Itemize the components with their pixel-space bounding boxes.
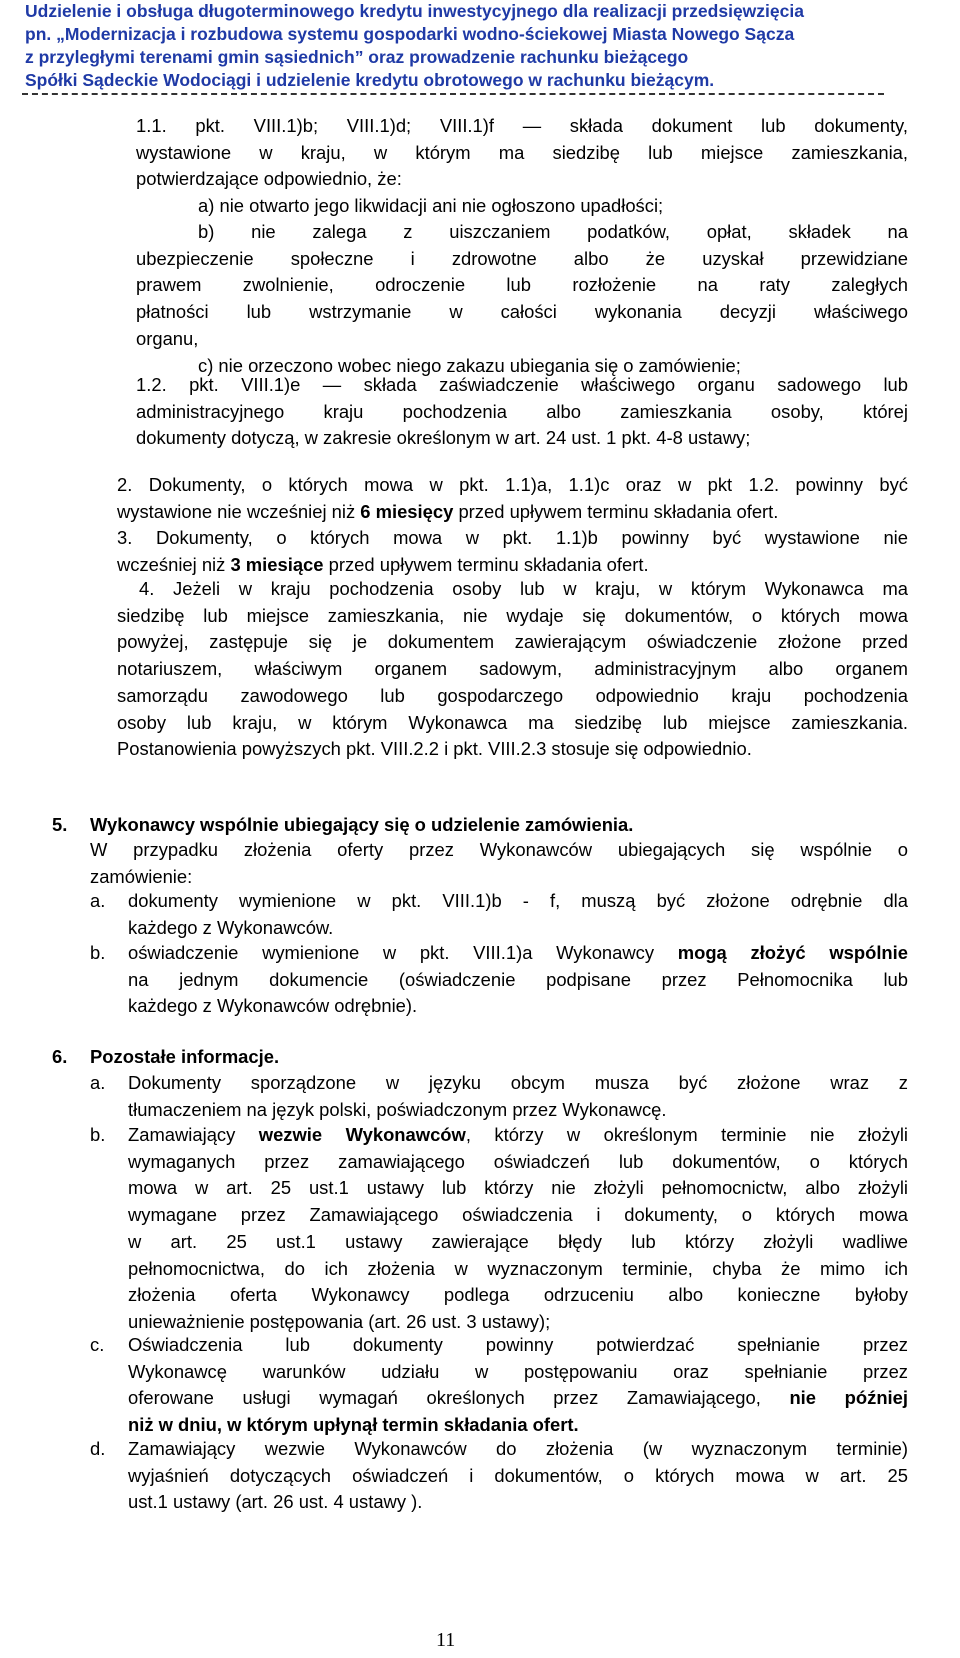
bold-run: 3 miesiące [230,553,324,575]
text-line: b) nie zalega z uiszczaniem podatków, opłat, składek na [198,221,908,242]
text-line: wymaganych przez zamawiającego oświadczeń lub dokumentów, o których [128,1150,908,1172]
header-line: Spółki Sądeckie Wodociągi i udzielenie kredytu obrotowego w rachunku bieżącym. [25,70,715,90]
text-line: osoby lub kraju, w którym Wykonawca ma siedzibę lub miejsce zamieszkania. [117,711,908,733]
text-line: pełnomocnictwa, do ich złożenia w wyznaczonym terminie, chyba że mimo ich [128,1257,908,1279]
section-5-title: Wykonawcy wspólnie ubiegający się o udzielenie zamówienia. [90,814,634,835]
item-label: a. [90,890,106,911]
text-run: przed upływem terminu składania ofert. [453,500,779,522]
text-line: tłumaczeniem na język polski, poświadczonym przez Wykonawcę. [128,1098,667,1120]
paragraph-4 [117,576,908,763]
text-run: , którzy w określonym terminie nie złożyli [465,1124,909,1145]
page-number: 11 [436,1629,456,1651]
text-line: każdego z Wykonawców. [128,916,334,938]
section-6-item-d [90,1436,908,1516]
section-1-2 [136,372,908,452]
text-line: samorządu zawodowego lub gospodarczego odpowiednio kraju pochodzenia [117,684,908,706]
text-line: zamówienie: [90,865,193,887]
item-label: b. [90,942,106,963]
header-divider [22,93,884,95]
section-5-intro [90,837,908,890]
item-label: d. [90,1438,106,1459]
text-line: złożenia oferta Wykonawcy podlega odrzuceniu albo konieczne byłoby [128,1284,908,1306]
section-1-1 [136,113,908,193]
text-line: Postanowienia powyższych pkt. VIII.2.2 i pkt. VIII.2.3 stosuje się odpowiednio. [117,738,752,760]
text-line [117,552,908,579]
text-line: notariuszem, właściwym organem sadowym, administracyjnym albo organem [117,658,908,680]
text-line [128,1122,908,1149]
text-run: Zamawiający [128,1124,259,1145]
text-line: Wykonawcę warunków udziału w postępowaniu oraz spełnianie przez [128,1360,908,1382]
text-line: a) nie otwarto jego likwidacji ani nie ogłoszono upadłości; [198,195,664,216]
text-line: ust.1 ustawy (art. 26 ust. 4 ustawy ). [128,1491,423,1513]
text-line: mowa w art. 25 ust.1 ustawy lub którzy nie złożyli pełnomocnictw, albo złożyli [128,1177,908,1199]
text-line [128,1412,908,1439]
bold-run: niż w dniu, w którym upłynął termin składania ofert. [128,1414,579,1436]
bold-run: 6 miesięcy [360,500,454,522]
section-6-item-a [90,1070,908,1123]
text-line: 1.2. pkt. VIII.1)e — składa zaświadczenie właściwego organu sadowego lub [136,374,908,395]
text-line: ubezpieczenie społeczne i zdrowotne albo że uzyskał przewidziane [136,247,908,269]
section-6-number: 6. [52,1046,68,1067]
text-line: wymagane przez Zamawiającego oświadczenia i dokumenty, o których mowa [128,1204,908,1226]
text-run: wystawione nie wcześniej niż [117,500,361,522]
header-line: pn. „Modernizacja i rozbudowa systemu gospodarki wodno-ściekowej Miasta Nowego Sącza [25,24,795,44]
bold-run: nie później [789,1387,908,1409]
text-line: prawem zwolnienie, odroczenie lub rozłożenie na raty zaległych [136,274,908,296]
text-line: na jednym dokumencie (oświadczenie podpisane przez Pełnomocnika lub [128,968,908,990]
text-line: w art. 25 ust.1 ustawy zawierające błędy lub którzy złożyli wadliwe [128,1230,908,1252]
text-line: Oświadczenia lub dokumenty powinny potwierdzać spełnianie przez [128,1334,908,1355]
text-line: powyżej, zastępuje się je dokumentem zawierającym oświadczenie złożone przed [117,631,908,653]
text-line: każdego z Wykonawców odrębnie). [128,995,418,1017]
text-run: oświadczenie wymienione w pkt. VIII.1)a Wykonawcy [128,942,678,963]
text-line: dokumenty wymienione w pkt. VIII.1)b - f, muszą być złożone odrębnie dla [128,890,908,911]
text-run: oferowane usługi wymagań określonych przez Zamawiającego, [128,1387,790,1409]
text-run: przed upływem terminu składania ofert. [323,553,649,575]
page-header [25,0,935,92]
paragraph-3 [117,525,908,578]
section-5-item-b [90,940,908,1020]
section-6-item-b [90,1122,908,1336]
text-line: 3. Dokumenty, o których mowa w pkt. 1.1)b powinny być wystawione nie [117,527,908,548]
bold-run: wezwie Wykonawców [258,1124,466,1145]
text-line: wystawione w kraju, w którym ma siedzibę lub miejsce zamieszkania, [136,141,908,163]
section-6-item-c [90,1332,908,1439]
text-line: unieważnienie postępowania (art. 26 ust. 3 ustawy); [128,1310,551,1332]
text-line [117,499,908,526]
text-line [128,940,908,967]
item-label: c. [90,1334,105,1355]
text-line: organu, [136,327,199,349]
bold-run: mogą złożyć wspólnie [677,942,909,963]
text-line: 2. Dokumenty, o których mowa w pkt. 1.1)a, 1.1)c oraz w pkt 1.2. powinny być [117,474,908,495]
text-line: dokumenty dotyczą, w zakresie określonym w art. 24 ust. 1 pkt. 4-8 ustawy; [136,427,751,449]
section-5-item-a [90,888,908,941]
section-5-number: 5. [52,814,68,835]
text-line: W przypadku złożenia oferty przez Wykonawców ubiegających się wspólnie o [90,839,908,860]
item-1-1-c: c) nie orzeczono wobec niego zakazu ubiegania się o zamówienie; [198,354,741,376]
item-1-1-a [198,193,908,220]
header-line: Udzielenie i obsługa długoterminowego kredytu inwestycyjnego dla realizacji przedsięwzięcia [25,1,804,21]
text-line [128,1385,908,1412]
text-line: 4. Jeżeli w kraju pochodzenia osoby lub w kraju, w którym Wykonawca ma [139,578,908,599]
section-6-title: Pozostałe informacje. [90,1046,280,1067]
item-label: b. [90,1124,106,1145]
text-line: potwierdzające odpowiednio, że: [136,168,402,190]
text-line: płatności lub wstrzymanie w całości wykonania decyzji właściwego [136,301,908,323]
text-line: administracyjnego kraju pochodzenia albo zamieszkania osoby, której [136,400,908,422]
text-line: Zamawiający wezwie Wykonawców do złożenia (w wyznaczonym terminie) [128,1438,908,1459]
text-line: Dokumenty sporządzone w języku obcym musza być złożone wraz z [128,1072,908,1093]
text-run: wcześniej niż [117,553,231,575]
text-line: wyjaśnień dotyczących oświadczeń i dokumentów, o których mowa w art. 25 [128,1464,908,1486]
paragraph-2 [117,472,908,525]
item-label: a. [90,1072,106,1093]
text-line: 1.1. pkt. VIII.1)b; VIII.1)d; VIII.1)f — składa dokument lub dokumenty, [136,115,908,136]
item-1-1-b [136,219,908,379]
text-line: siedzibę lub miejsce zamieszkania, nie wydaje się dokumentów, o których mowa [117,604,908,626]
header-line: z przyległymi terenami gmin sąsiednich” oraz prowadzenie rachunku bieżącego [25,47,689,67]
